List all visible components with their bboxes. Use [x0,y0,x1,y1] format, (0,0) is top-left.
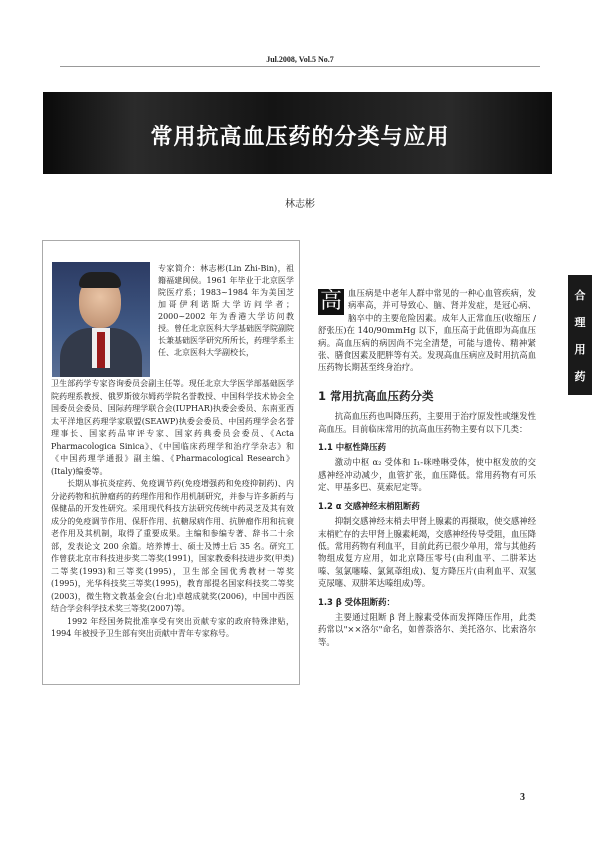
section-side-tab [568,275,592,395]
article-title: 常用抗高血压药的分类与应用 [150,125,450,150]
bio-paragraph: 长期从事抗炎症药、免疫调节药(免疫增强药和免疫抑制药)、内分泌药物和抗肿瘤药的药理作用和作用机制研究，并参与许多新药与保健品的开发性研究。采用现代科技方法研究传统中药灵芝及其有效成分的免疫调节作用、保肝作用、抗糖尿病作用、抗肿瘤作用和抗衰老作用及其机制，取得了重要成果。主编和参编专著、辞书二十余部，发表论文 200 余篇。培养博士、硕士及博士后 35 名。研究工作曾获北京市科技进步奖二等奖(1991)，国家教委科技进步奖(甲类)二等奖(1993)和三等奖(1995)，卫生部全国优秀教材一等奖(1995)，光华科技奖三等奖(1995)，教育部提名国家科技奖二等奖(2003)，微生物文教基金会(台北)卓越成就奖(2006)，中国中西医结合学会科学技术奖三等奖(2007)等。 [51,479,294,613]
subsection-heading: 1.1 中枢性降压药 [318,442,387,453]
expert-bio [51,378,294,641]
header-divider [60,66,540,67]
author-photo [52,262,150,377]
subsection-heading: 1.2 α 交感神经末梢阻断药 [318,500,420,511]
subsection-paragraph: 激动中枢 α₂ 受体和 I₁-咪唑啉受体，使中枢发放的交感神经冲动减少，血管扩张，血压降低。常用药物有可乐定、甲基多巴、莫索尼定等。 [318,457,536,493]
intro-paragraph: 血压病是中老年人群中常见的一种心血管疾病，发病率高，并可导致心、脑、肾并发症，是冠心病、脑卒中的主要危险因素。成年人正常血压(收缩压 / 舒张压)在 140/90mmHg 以下，血压高于此值即为高血压病。高血压病的病因尚不完全清楚，可能与遗传、精神紧张、膳食因素及肥胖等有关。发现高血压病应及时用抗高血压药物长期甚至终身治疗。 [318,288,536,373]
bio-paragraph: 1992 年经国务院批准享受有突出贡献专家的政府特殊津贴，1994 年被授予卫生部有突出贡献中青年专家称号。 [51,616,294,638]
issue-header: Jul.2008, Vol.5 No.7 [266,55,334,64]
side-tab-char: 药 [574,369,586,383]
side-tab-char: 理 [574,315,586,329]
page-number: 3 [520,792,525,803]
subsection-heading: 1.3 β 受体阻断药： [318,596,395,607]
side-tab-char: 合 [574,288,586,302]
expert-intro: 专家简介：林志彬(Lin Zhi-Bin)，祖籍福建闽侯。1961 年毕业于北京医学院医疗系；1983~1984 年为美国芝加哥伊利诺斯大学访问学者；2000~2002 年为香港大学访问教授。曾任北京医科大学基础医学院副院长兼基础医学研究所所长，药理学系主任、北京医科大学副校长， [158,264,294,357]
subsection-paragraph: 抑制交感神经末梢去甲肾上腺素的再摄取，使交感神经末梢贮存的去甲肾上腺素耗竭，交感神经传导受阻，血压降低。常用药物有利血平，目前此药已很少单用，常与其他药物组成复方应用，如北京降压零号(由利血平、二肼苯达嗪、氢氯噻嗪、氯氮䓬组成)、复方降压片(由利血平、双氢克尿噻、双肼苯达嗪组成)等。 [318,516,536,589]
author-name: 林志彬 [285,199,315,210]
article-body [318,287,536,648]
subsection-paragraph: 主要通过阻断 β 肾上腺素受体而发挥降压作用，此类药常以"××洛尔"命名，如普萘洛尔、美托洛尔、比索洛尔等。 [318,611,536,647]
bio-paragraph: 卫生部药学专家咨询委员会副主任等。现任北京大学医学部基础医学院药理系教授、俄罗斯彼尔姆药学院名誉教授、中国科学技术协会全国委员会委员、国际药理学联合会(IUPHAR)执委会委员、东南亚西太平洋地区药理学家联盟(SEAWP)执委会委员、中国药理学会名誉理事长、国家药品审评专家、国家药典委员会委员、《Acta Pharmacologica Sinica》、《中国临床药理学和治疗学杂志》和《中国药理学通报》副主编、《Pharmacological Research》(Italy)编委等。 [51,379,294,476]
section-paragraph: 抗高血压药也叫降压药，主要用于治疗原发性或继发性高血压。目前临床常用的抗高血压药物主要有以下几类： [318,411,536,434]
section-heading: 1 常用抗高血压药分类 [318,388,434,403]
side-tab-char: 用 [574,342,586,356]
drop-cap: 高 [319,289,342,314]
